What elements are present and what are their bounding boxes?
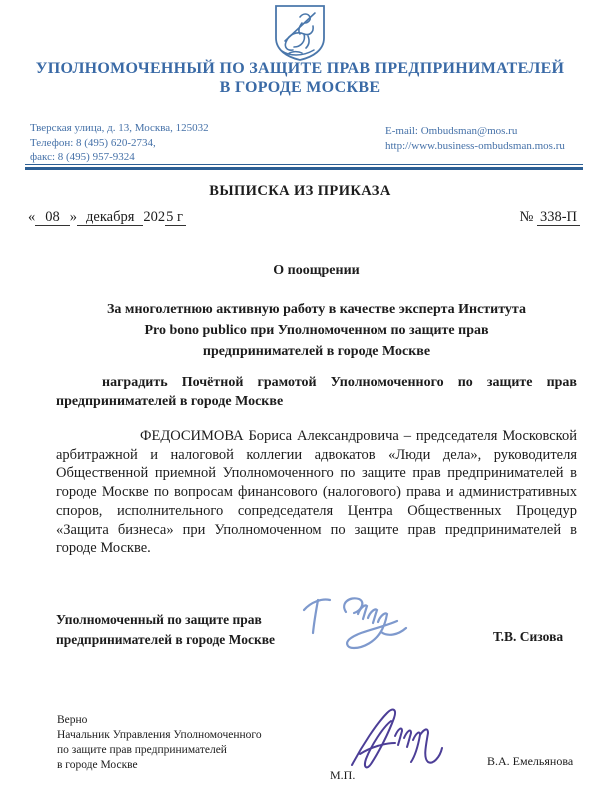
recipient-paragraph: ФЕДОСИМОВА Бориса Александровича – председателя Московской арбитражной и налоговой коллегии адвокатов «Люди дела», руководителя Общественной приемной Уполномоченного по защите прав предпринимателей в городе Москве по вопросам финансового (налогового) права и административных споров, исполнительного сопредседателя Центра Общественных Процедур «Защита бизнеса» при Уполномоченном по защите прав предпринимателей в городе Москве. <box>56 428 577 557</box>
order-number <box>519 209 580 226</box>
date-line <box>28 209 186 226</box>
award-clause: наградить Почётной грамотой Уполномоченного по защите прав предпринимателей в городе Москве <box>56 375 577 409</box>
award-motive <box>56 299 577 362</box>
date-year-prefix: 202 <box>143 209 166 225</box>
certifier-position-line2: по защите прав предпринимателей <box>57 744 227 756</box>
signer-name: Т.В. Сизова <box>493 629 564 644</box>
header-divider-rule <box>25 164 583 170</box>
true-copy-label: Верно <box>57 714 88 726</box>
organization-title <box>0 59 600 97</box>
website-line: http://www.business-ombudsman.mos.ru <box>385 139 565 152</box>
award-motive-line2: Pro bono publico при Уполномоченном по защите прав <box>144 323 489 338</box>
certifier-position <box>57 713 262 773</box>
stamp-place-label: М.П. <box>330 768 356 782</box>
certifier-position-line1: Начальник Управления Уполномоченного <box>57 729 262 741</box>
handwritten-signature-violet-icon <box>344 701 470 792</box>
address-line: Тверская улица, д. 13, Москва, 125032 <box>30 122 209 134</box>
organization-title-line2: В ГОРОДЕ МОСКВЕ <box>219 79 381 96</box>
organization-title-line1: УПОЛНОМОЧЕННЫЙ ПО ЗАЩИТЕ ПРАВ ПРЕДПРИНИМАТЕЛЕЙ <box>35 60 565 77</box>
date-and-number-row <box>28 209 580 226</box>
order-number-label: № <box>519 209 534 225</box>
date-year-unit: г <box>177 209 183 225</box>
contact-address-block <box>30 121 209 165</box>
award-motive-line1: За многолетнюю активную работу в качестве эксперта Института <box>107 302 526 317</box>
award-motive-line3: предпринимателей в городе Москве <box>202 344 431 359</box>
signer-position-line2: предпринимателей в городе Москве <box>56 632 276 647</box>
document-title: ВЫПИСКА ИЗ ПРИКАЗА <box>209 183 391 199</box>
moscow-coat-of-arms-icon <box>272 4 328 67</box>
order-subject: О поощрении <box>273 263 360 278</box>
handwritten-signature-blue-icon <box>298 588 430 669</box>
fax-line: факс: 8 (495) 957-9324 <box>30 151 135 163</box>
date-day: 08 <box>35 209 70 226</box>
contact-web-block <box>385 124 565 153</box>
date-month: декабря <box>77 209 143 226</box>
order-number-value: 338-П <box>537 209 580 226</box>
certifier-position-line3: в городе Москве <box>57 759 138 771</box>
certifier-name: В.А. Емельянова <box>487 754 574 768</box>
email-line: E-mail: Ombudsman@mos.ru <box>385 125 518 137</box>
phone-line: Телефон: 8 (495) 620-2734, <box>30 136 156 149</box>
date-year-fill: 5 г <box>165 209 186 226</box>
date-quote-close: » <box>69 209 77 225</box>
date-quote-open: « <box>28 209 36 225</box>
signer-position-line1: Уполномоченный по защите прав <box>56 612 262 627</box>
signer-position <box>56 610 275 650</box>
